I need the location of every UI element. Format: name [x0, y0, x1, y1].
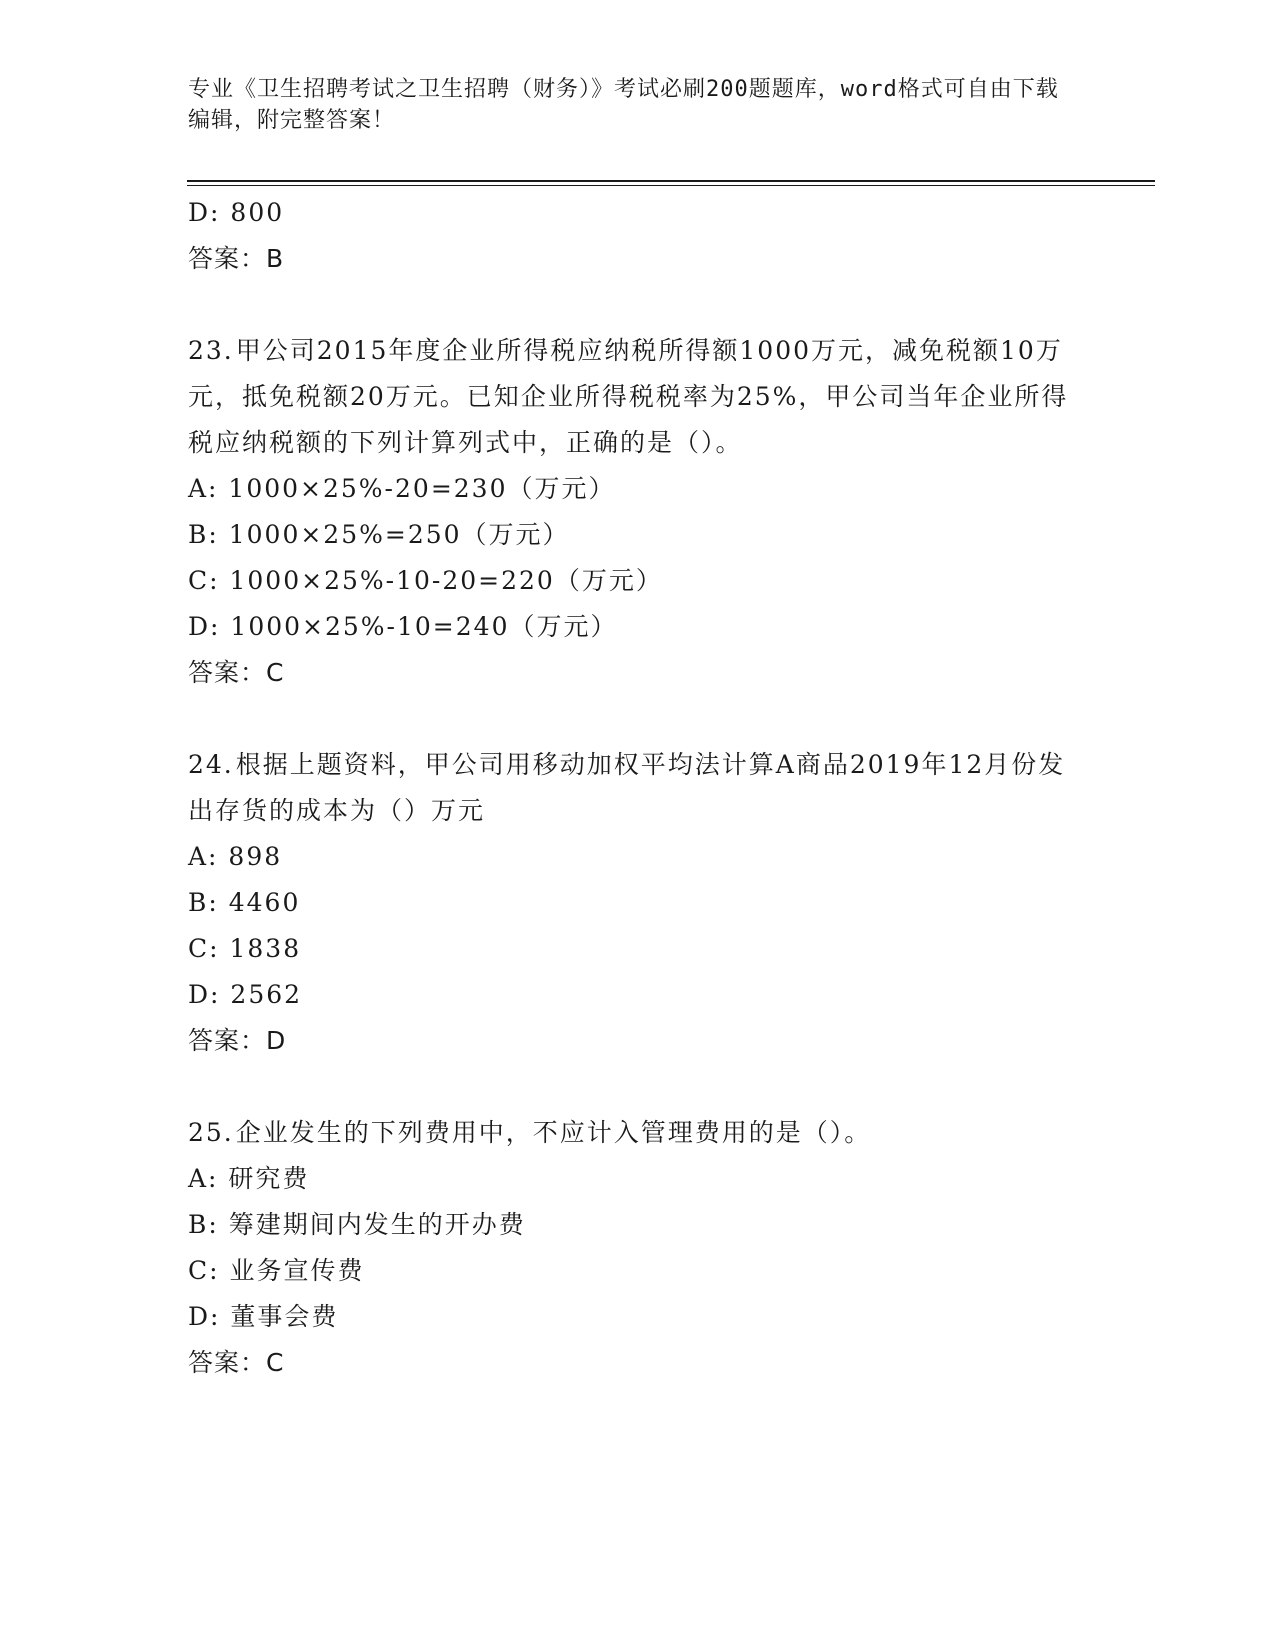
option-b: B: 筹建期间内发生的开办费 [188, 1210, 526, 1239]
option-d: D: 董事会费 [188, 1302, 339, 1331]
question-24 [188, 742, 1088, 1064]
option-b: B: 1000×25%=250（万元） [188, 520, 570, 549]
option-a: A: 研究费 [188, 1164, 310, 1193]
document-body [188, 190, 1088, 1386]
spacer [188, 1064, 1088, 1110]
question-stem [188, 742, 1088, 834]
question-25 [188, 1110, 1088, 1386]
document-header: 专业《卫生招聘考试之卫生招聘（财务）》考试必刷200题题库，word格式可自由下载编辑，附完整答案！ [188, 77, 1059, 133]
prev-answer: 答案：B [188, 244, 285, 273]
question-stem [188, 328, 1088, 466]
answer: 答案：C [188, 658, 285, 687]
question-text: 企业发生的下列费用中，不应计入管理费用的是（）。 [235, 1118, 872, 1147]
spacer [188, 696, 1088, 742]
option-c: C: 1838 [188, 934, 302, 963]
question-23 [188, 328, 1088, 696]
option-a: A: 1000×25%-20=230（万元） [188, 474, 616, 503]
question-number: 25. [188, 1118, 234, 1147]
question-number: 24. [188, 750, 234, 779]
answer: 答案：D [188, 1026, 287, 1055]
question-stem [188, 1110, 1088, 1156]
header-rule-thick [187, 180, 1155, 182]
option-c: C: 业务宣传费 [188, 1256, 365, 1285]
prev-option-d: D: 800 [188, 198, 285, 227]
question-text: 甲公司2015年度企业所得税应纳税所得额1000万元，减免税额10万元，抵免税额20万元。已知企业所得税税率为25%，甲公司当年企业所得税应纳税额的下列计算列式中，正确的是（）。 [188, 336, 1069, 457]
header-rule-thin [187, 185, 1155, 186]
option-b: B: 4460 [188, 888, 301, 917]
option-d: D: 1000×25%-10=240（万元） [188, 612, 618, 641]
option-a: A: 898 [188, 842, 283, 871]
option-d: D: 2562 [188, 980, 303, 1009]
answer: 答案：C [188, 1348, 285, 1377]
option-c: C: 1000×25%-10-20=220（万元） [188, 566, 663, 595]
spacer [188, 282, 1088, 328]
question-text: 根据上题资料，甲公司用移动加权平均法计算A商品2019年12月份发出存货的成本为（）万元 [188, 750, 1066, 825]
question-number: 23. [188, 336, 234, 365]
